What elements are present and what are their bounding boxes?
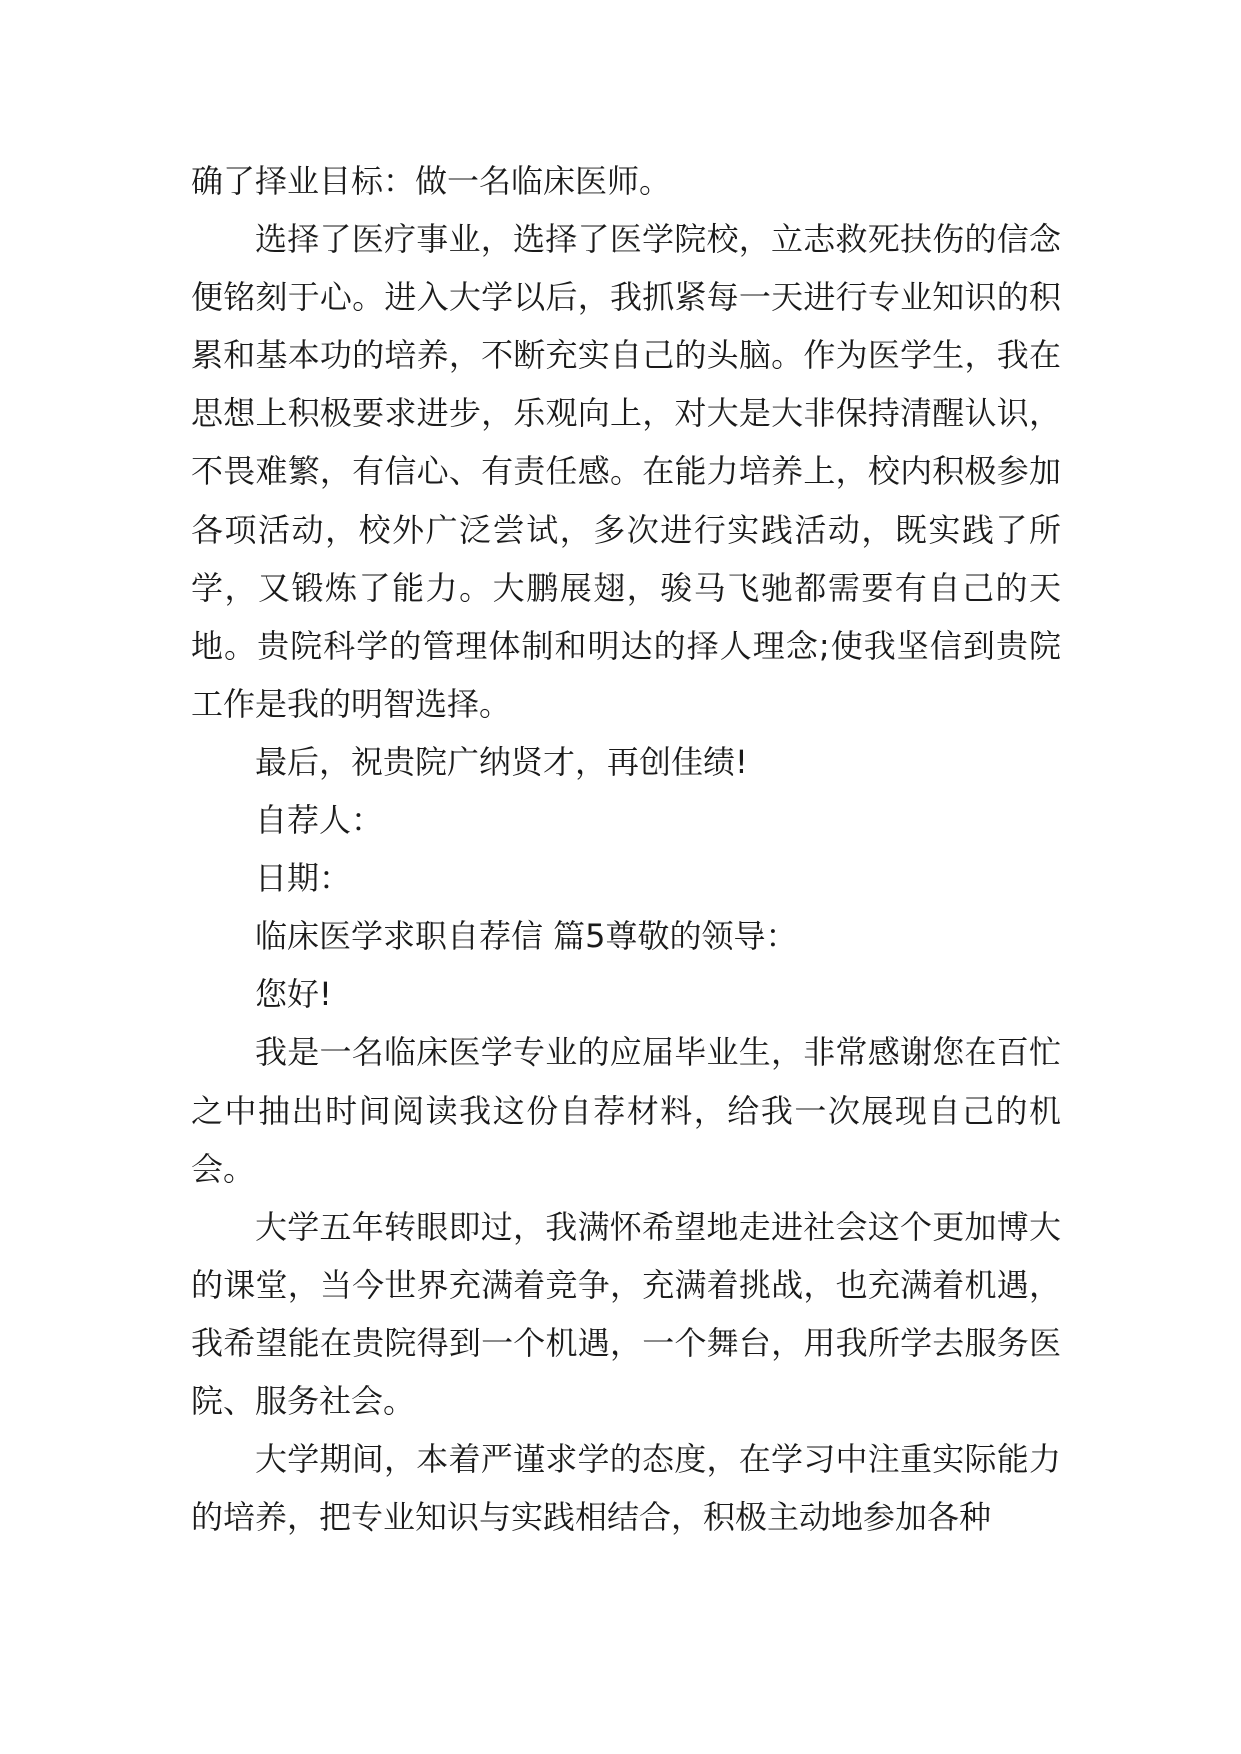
paragraph-4: 自荐人： bbox=[255, 801, 384, 840]
paragraph-6: 临床医学求职自荐信 篇5尊敬的领导： bbox=[255, 917, 798, 956]
paragraph-7: 您好! bbox=[255, 975, 332, 1014]
paragraph-10: 大学期间，本着严谨求学的态度，在学习中注重实际能力的培养，把专业知识与实践相结合，积极主动地参加各种 bbox=[191, 1440, 1061, 1537]
paragraph-3: 最后，祝贵院广纳贤才，再创佳绩! bbox=[255, 742, 748, 781]
paragraph-8: 我是一名临床医学专业的应届毕业生，非常感谢您在百忙之中抽出时间阅读我这份自荐材料，给我一次展现自己的机会。 bbox=[191, 1033, 1061, 1188]
paragraph-5: 日期： bbox=[255, 859, 352, 898]
paragraph-1: 确了择业目标：做一名临床医师。 bbox=[191, 162, 672, 200]
paragraph-2: 选择了医疗事业，选择了医学院校，立志救死扶伤的信念便铭刻于心。进入大学以后，我抓紧每一天进行专业知识的积累和基本功的培养，不断充实自己的头脑。作为医学生，我在思想上积极要求进步，乐观向上，对大是大非保持清醒认识，不畏难繁，有信心、有责任感。在能力培养上，校内积极参加各项活动，校外广泛尝试，多次进行实践活动，既实践了所学，又锻炼了能力。大鹏展翅，骏马飞驰都需要有自己的天地。贵院科学的管理体制和明达的择人理念;使我坚信到贵院工作是我的明智选择。 bbox=[191, 220, 1061, 723]
paragraph-9: 大学五年转眼即过，我满怀希望地走进社会这个更加博大的课堂，当今世界充满着竞争，充满着挑战，也充满着机遇，我希望能在贵院得到一个机遇，一个舞台，用我所学去服务医院、服务社会。 bbox=[191, 1207, 1061, 1420]
document-body bbox=[191, 152, 1061, 1546]
